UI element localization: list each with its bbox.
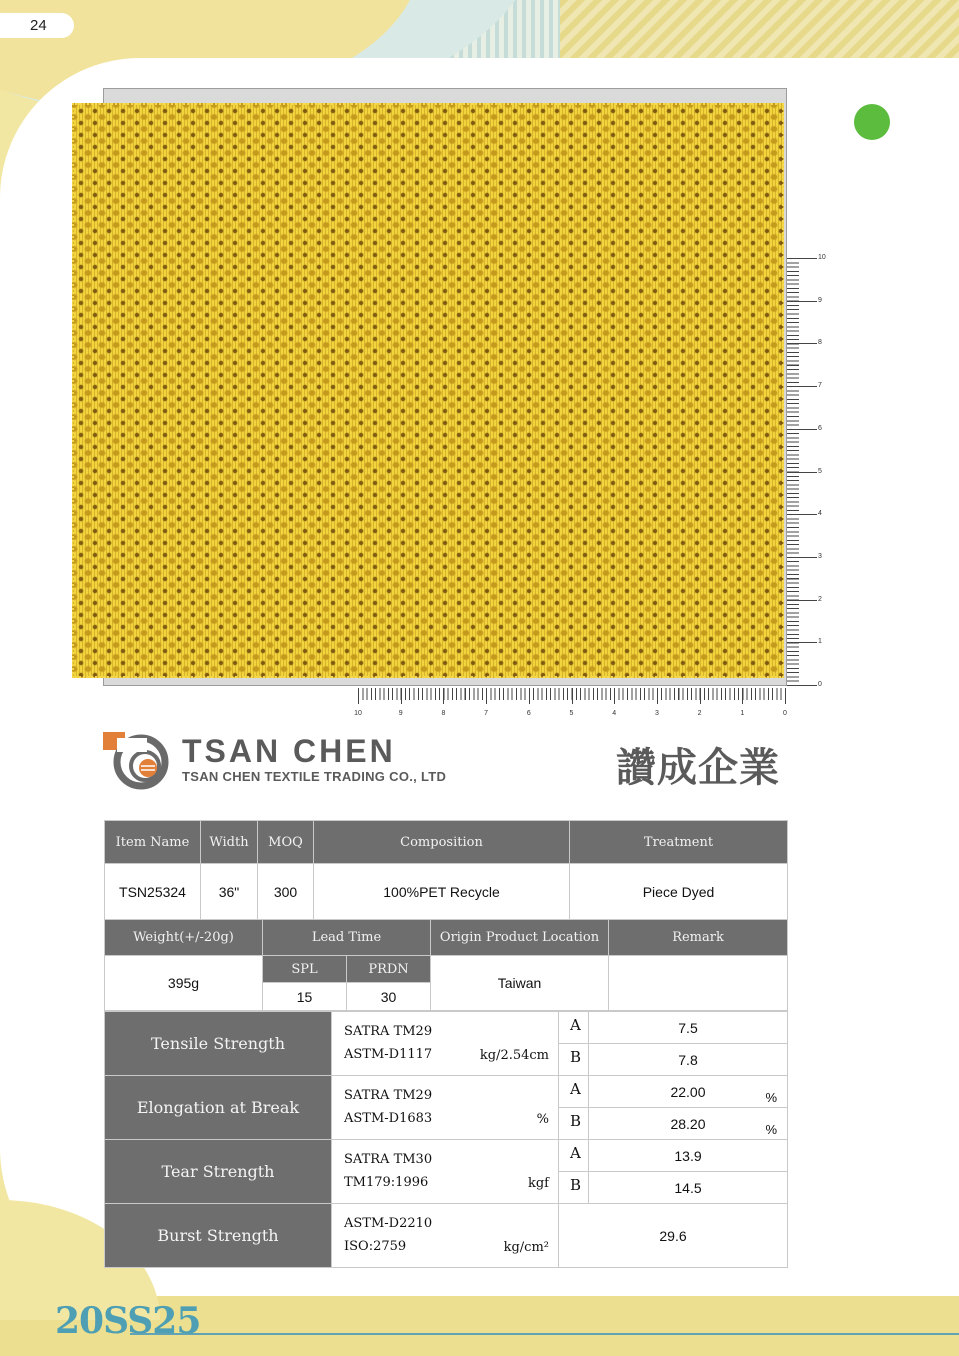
- percent-sign: %: [765, 1122, 777, 1137]
- standard-line: ASTM-D2210: [344, 1216, 433, 1231]
- spl-value: 15: [263, 983, 347, 1011]
- standard-line: SATRA TM29: [344, 1088, 433, 1103]
- standard-line: SATRA TM29: [344, 1024, 433, 1039]
- ruler-h-label: 0: [783, 710, 787, 717]
- ruler-v-major-tick: [787, 301, 817, 302]
- standard-line: ISO:2759: [344, 1239, 407, 1254]
- test-label-elongation: Elongation at Break: [105, 1076, 332, 1140]
- ruler-h-label: 9: [398, 710, 403, 717]
- ruler-v-label: 8: [818, 339, 822, 347]
- weight-value: 395g: [105, 956, 263, 1011]
- header-prdn: PRDN: [347, 956, 431, 983]
- ruler-h-major-tick: [785, 688, 786, 704]
- ruler-v-label: 1: [818, 638, 822, 646]
- ruler-v-label: 2: [818, 595, 822, 603]
- header-moq: MOQ: [258, 821, 314, 864]
- header-treatment: Treatment: [570, 821, 788, 864]
- ruler-v-major-tick: [787, 514, 817, 515]
- ruler-h-major-tick: [358, 688, 359, 704]
- ruler-v-label: 3: [818, 552, 822, 560]
- elongation-a-cell: [589, 1076, 788, 1108]
- test-unit: kgf: [527, 1176, 549, 1191]
- test-results-table: [104, 1011, 788, 1268]
- ruler-h-label: 5: [569, 710, 574, 717]
- ruler-v-label: 6: [818, 424, 822, 432]
- prdn-value: 30: [347, 983, 431, 1011]
- ruler-h-major-tick: [742, 688, 743, 704]
- header-lead-time: Lead Time: [263, 920, 431, 956]
- ruler-v-label: 10: [818, 254, 826, 261]
- ruler-h-label: 6: [526, 710, 531, 717]
- brand-chinese-name: 讚成企業: [616, 746, 780, 790]
- direction-a: A: [559, 1140, 589, 1172]
- header-spl: SPL: [263, 956, 347, 983]
- ruler-v-label: 7: [818, 382, 822, 390]
- ruler-h-major-tick: [657, 688, 658, 704]
- header-origin: Origin Product Location: [431, 920, 609, 956]
- tensile-b-value: 7.8: [589, 1044, 788, 1076]
- ruler-v-major-tick: [787, 557, 817, 558]
- brand-name: TSAN CHEN: [182, 733, 396, 769]
- ruler-v-major-tick: [787, 685, 817, 686]
- tear-a-value: 13.9: [589, 1140, 788, 1172]
- spec-table-secondary: [104, 919, 788, 1011]
- ruler-h-label: 8: [441, 710, 446, 717]
- ruler-h-major-tick: [572, 688, 573, 704]
- season-mark: 20SS25: [55, 1300, 201, 1342]
- ruler-h-label: 2: [697, 710, 702, 717]
- test-label-tensile: Tensile Strength: [105, 1012, 332, 1076]
- ruler-v-major-tick: [787, 600, 817, 601]
- composition-value: 100%PET Recycle: [314, 864, 570, 920]
- header-composition: Composition: [314, 821, 570, 864]
- test-unit: kg/2.54cm: [479, 1048, 549, 1063]
- standard-line: SATRA TM30: [344, 1152, 433, 1167]
- ruler-h-major-tick: [614, 688, 615, 704]
- ruler-h-major-tick: [401, 688, 402, 704]
- ruler-v-label: 4: [818, 510, 822, 518]
- ruler-h-major-tick: [700, 688, 701, 704]
- ruler-h-label: 4: [612, 710, 617, 717]
- standard-line: ASTM-D1117: [344, 1047, 433, 1062]
- header-item-name: Item Name: [105, 821, 201, 864]
- ruler-h-major-tick: [486, 688, 487, 704]
- ruler-h-label: 1: [740, 710, 745, 717]
- width-value: 36": [201, 864, 258, 920]
- brand-subtitle: TSAN CHEN TEXTILE TRADING CO., LTD: [182, 769, 447, 784]
- moq-value: 300: [258, 864, 314, 920]
- test-standard-burst: [332, 1204, 559, 1268]
- burst-value: 29.6: [559, 1204, 788, 1268]
- standard-line: ASTM-D1683: [344, 1111, 433, 1126]
- direction-b: B: [559, 1044, 589, 1076]
- header-width: Width: [201, 821, 258, 864]
- ruler-v-major-tick: [787, 258, 817, 259]
- ruler-v-major-tick: [787, 429, 817, 430]
- ruler-v-label: 5: [818, 467, 822, 475]
- fabric-swatch-image: [72, 103, 784, 678]
- direction-a: A: [559, 1076, 589, 1108]
- test-unit: kg/cm²: [503, 1240, 549, 1255]
- elongation-b-value: 28.20: [670, 1115, 706, 1132]
- ruler-v-major-tick: [787, 343, 817, 344]
- ruler-h-major-tick: [529, 688, 530, 704]
- item-name-value: TSN25324: [105, 864, 201, 920]
- header-remark: Remark: [609, 920, 788, 956]
- ruler-h-label: 3: [654, 710, 659, 717]
- percent-sign: %: [765, 1090, 777, 1105]
- standard-line: TM179:1996: [344, 1175, 429, 1190]
- spec-table-main: [104, 820, 788, 920]
- elongation-a-value: 22.00: [670, 1083, 706, 1100]
- test-standard-tensile: [332, 1012, 559, 1076]
- tsan-chen-logo-icon: [103, 730, 169, 790]
- test-label-burst: Burst Strength: [105, 1204, 332, 1268]
- test-label-tear: Tear Strength: [105, 1140, 332, 1204]
- direction-a: A: [559, 1012, 589, 1044]
- page-number: 24: [0, 13, 74, 38]
- tensile-a-value: 7.5: [589, 1012, 788, 1044]
- ruler-v-major-tick: [787, 386, 817, 387]
- direction-b: B: [559, 1108, 589, 1140]
- color-dot: [854, 104, 890, 140]
- ruler-h-label: 10: [354, 710, 362, 717]
- ruler-h-major-tick: [443, 688, 444, 704]
- footer-line: [130, 1333, 959, 1335]
- header-weight: Weight(+/-20g): [105, 920, 263, 956]
- direction-b: B: [559, 1172, 589, 1204]
- ruler-v-label: 9: [818, 296, 822, 304]
- test-standard-elongation: [332, 1076, 559, 1140]
- ruler-v-major-tick: [787, 472, 817, 473]
- elongation-b-cell: [589, 1108, 788, 1140]
- tear-b-value: 14.5: [589, 1172, 788, 1204]
- ruler-h-label: 7: [484, 710, 489, 717]
- ruler-v-label: 0: [818, 681, 822, 688]
- origin-value: Taiwan: [431, 956, 609, 1011]
- treatment-value: Piece Dyed: [570, 864, 788, 920]
- ruler-v-major-tick: [787, 642, 817, 643]
- remark-value: [609, 956, 788, 1011]
- test-standard-tear: [332, 1140, 559, 1204]
- test-unit: %: [536, 1112, 549, 1127]
